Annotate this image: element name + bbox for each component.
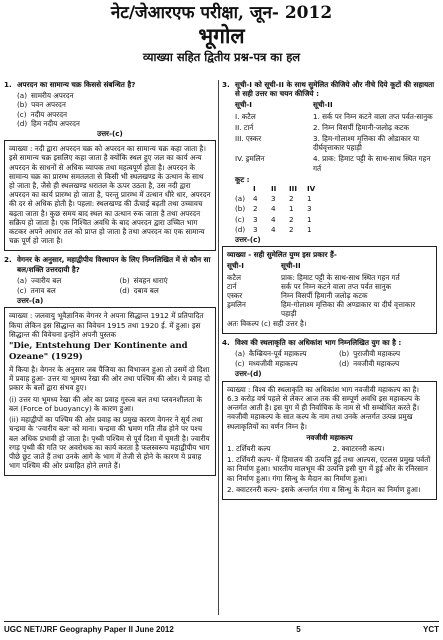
- code-cell: 2: [289, 224, 294, 234]
- codes-heading: [235, 184, 253, 193]
- list-cell: 1. सर्क पर निम्न कटने वाला तप्त पर्वत-सानुक: [313, 111, 433, 121]
- option: [235, 349, 333, 358]
- explanation-point: (i) उत्तर या भूमध्य रेखा की ओर का प्रवाह गुरुत्व बल तथा प्लवनशीलता के बल (Force of buoyancy) के कारण हुआ।: [9, 394, 202, 413]
- list-cell: कटैल: [227, 272, 242, 282]
- publisher-label: YCT: [423, 625, 439, 634]
- explanation-box: [222, 246, 437, 334]
- list-heading: सूची-II: [313, 100, 333, 110]
- question-4: [222, 338, 437, 347]
- option: [17, 91, 216, 100]
- list-header: [227, 261, 432, 270]
- options-list: [17, 276, 216, 295]
- footer-title: UGC NET/JRF Geography Paper II June 2012: [4, 625, 174, 634]
- list-row: [235, 134, 437, 152]
- option-label: (a): [17, 91, 28, 101]
- code-cell: (a): [235, 194, 246, 204]
- option: [17, 100, 216, 109]
- option: [120, 286, 217, 295]
- question-number: 4.: [222, 337, 230, 347]
- right-column: [222, 80, 437, 504]
- option-label: (a): [17, 275, 28, 285]
- explanation-title: व्याख्या - सही सुमेलित युग्म इस प्रकार हैं-: [227, 250, 337, 260]
- option: [17, 110, 216, 119]
- page-header: [0, 3, 443, 64]
- paper-subtitle: व्याख्या सहित द्वितीय प्रश्न-पत्र का हल: [142, 50, 301, 64]
- list-cell: 4. प्राक: हिमाट पट्टी के साथ-साथ स्थित गहन गर्त: [313, 154, 431, 173]
- code-cell: 3: [253, 214, 258, 224]
- option-text: नवजीवी महाकल्प: [353, 359, 400, 369]
- explanation-box: [4, 307, 216, 476]
- explanation-text: व्याख्या : जलवायु भूवैज्ञानिक वेगनर ने अपना सिद्धान्त 1912 में प्रतिपादित किया लेकिन इस सिद्धान्त का विवेचन 1915 तथा 1920 ई. में हुआ। इस सिद्धान्त की विवेचना इन्होंने अपनी पुस्तक: [9, 311, 204, 339]
- list-row: [227, 273, 432, 282]
- code-cell: 4: [271, 204, 276, 214]
- explanation-box: [222, 381, 437, 500]
- code-cell: 4: [271, 214, 276, 224]
- option-text: मध्यजीवी महाकल्प: [248, 359, 298, 369]
- code-cell: 2: [289, 194, 294, 204]
- list-row: [235, 123, 437, 132]
- option: [17, 276, 114, 285]
- explanation-text: 1. टर्शियरी कल्प- में हिमालय की उत्पत्ति हुई तथा आल्पस, एटलस प्रमुख पर्वतों का निर्माण हुआ। भारतीय मालभूम की उत्पत्ति इसी युग में हुई और के रनिरसान का निर्माण हुआ। गंगा सिन्धु के मैदान का निर्माण हुआ।: [227, 455, 431, 483]
- exam-title: नेट/जेआरएफ परीक्षा, जून- 2012: [110, 3, 333, 23]
- codes-heading: IV: [307, 184, 316, 194]
- code-cell: 1: [307, 194, 312, 204]
- answer: उत्तर-(c): [235, 235, 261, 245]
- explanation-note: अतः विकल्प (c) सही उत्तर है।: [227, 318, 307, 328]
- option-text: ज्वारीय बल: [31, 275, 62, 285]
- list-heading: सूची-I: [235, 100, 252, 110]
- question-1: [4, 80, 216, 89]
- options-list: [17, 91, 216, 128]
- subheading: नवजीवी महाकल्प: [306, 432, 353, 442]
- list-heading: सूची-II: [281, 261, 301, 271]
- explanation-point: (ii) महाद्वीपों का पश्चिम की ओर प्रवाह का प्रमुख कारण वेगनर ने सूर्य तथा चन्द्रमा के 'ज्वारीय बल' को माना। चन्द्रमा की भ्रमण गति तीव्र होने पर पश्च बल अधिक प्रभावी हो जाता है। पृथ्वी पश्चिम से पूर्व दिशा में घूमती है। ज्वारीय रगड़ पृथ्वी की गति पर अवरोधक का कार्य करता है फलस्वरूप महाद्वीपीय भाग पीछे छूट जाते हैं तथा उनके आगे के भाग में तेजी से होने के कारण ये प्रवाह भाग पश्चिम की ओर प्रवाहित होने लगते हैं।: [9, 415, 210, 471]
- list-cell: III. एस्कर: [235, 134, 262, 144]
- code-cell: 4: [271, 224, 276, 234]
- code-cell: 3: [307, 204, 312, 214]
- explanation-text: व्याख्या : विश्व की स्थलाकृति का अधिकांश भाग नवजीवी महाकल्प का है। 6.3 करोड़ वर्ष पहले से लेकर आज तक की सम्पूर्ण अवधि इस महाकल्प के अन्तर्गत आती है। इस युग में ही निर्वाचिक के नाम से भी सम्बोधित करते हैं। नवजीवी महाकल्प के सात कल्प के नाम तथा उनके अन्तर्गत उत्पन्न प्रमुख स्थलाकृतियों का वर्णन निम्न है।: [227, 384, 420, 431]
- option-label: (c): [17, 109, 27, 119]
- codes-heading: I: [253, 184, 256, 194]
- option-label: (b): [339, 349, 350, 359]
- list-row: [227, 291, 432, 300]
- question-text: सूची-I को सूची-II के साथ सुमेलित कीजिये और नीचे दिये कूटों की सहायता से सही उत्तर का चयन कीजिये :: [235, 80, 435, 99]
- codes-table: [235, 184, 437, 234]
- codes-heading: III: [289, 184, 298, 194]
- list-cell: I. कटैल: [235, 111, 256, 121]
- option-text: तनाव बल: [30, 286, 56, 296]
- era-list: [227, 444, 432, 453]
- options-list: [235, 349, 437, 368]
- option-label: (c): [235, 359, 245, 369]
- list-cell: प्राक: हिमाट पट्टी के साथ-साथ स्थित गहन गर्त: [281, 272, 400, 282]
- era-item: 1. टर्शियरी कल्प: [227, 443, 271, 453]
- option-label: (c): [17, 286, 27, 296]
- column-divider: [218, 80, 219, 615]
- code-cell: 2: [253, 204, 258, 214]
- question-2: [4, 255, 216, 273]
- list-row: [235, 112, 437, 121]
- explanation-text: में किया है। वेगनर के अनुसार जब पैंजिया का विभाजन हुआ तो उसमें दो दिशा में प्रवाह हुआ- उत्तर या भूमध्य रेखा की ओर तथा पश्चिम की ओर। ये प्रवाह दो प्रकार के बलों द्वारा संभव हुए।: [9, 365, 210, 393]
- option-text: हिम नदीय अपरदन: [31, 118, 80, 128]
- option: [339, 349, 437, 358]
- era-item: 2. क्वाटरनरी कल्प।: [332, 443, 385, 453]
- option-label: (d): [339, 359, 350, 369]
- left-column: [4, 80, 216, 480]
- list-cell: II. टार्न: [235, 122, 254, 132]
- explanation-text: व्याख्या : नदी द्वारा अपरदन चक्र को अपरदन का सामान्य चक्र कहा जाता है। इसे सामान्य चक्र इसलिए कहा जाता है क्योंकि स्थल हुए जल का कार्य अन्य अपरदन के साधनों से अधिक व्यापक तथा महत्वपूर्ण होता है। अपरदन के सामान्य चक्र का प्रारम्भ समतलता से किसी भी स्थलखण्ड के उत्थान के साथ हो जाता है, जैसे ही स्थलखण्ड धरातल के ऊपर उठता है, उस नदी द्वारा अपरदन का कार्य प्रारम्भ हो जाता है, परन्तु प्रारम्भ में उत्थान धीरे धार, अपरदन की दर से अधिक होती है। पहला: स्थलखण्ड की ऊँचाई बढ़ती तथा उच्चावच बढ़ता जाता है। कुछ समय बाद स्थल का उत्थान रुक जाता है तथा अपरदन सक्रिय हो जाता है। एक निश्चित अवधि के बाद अपरदन द्वारा उच्चित भाग कटकर अपने आधार तल को प्राप्त हो जाता है तथा अपरदन का एक सामान्य चक्र पूर्ण हो जाता है।: [9, 144, 211, 246]
- code-cell: 1: [307, 224, 312, 234]
- option-text: संवहन धाराएं: [133, 275, 168, 285]
- list-cell: एस्कर: [227, 291, 243, 301]
- code-cell: 1: [307, 214, 312, 224]
- answer: उत्तर-(d): [235, 369, 262, 379]
- option-label: (b): [17, 100, 28, 110]
- code-cell: 1: [289, 204, 294, 214]
- list-cell: 3. हिम-गोलाश्म मृत्तिका की ओडाकार या दीर्घवृत्ताकार पहाड़ी: [313, 134, 420, 153]
- question-3: [222, 80, 437, 98]
- book-title: "Die, Entstehung Der Kontinente and Ozeane" (1929): [9, 341, 188, 363]
- question-text: अपरदन का सामान्य चक्र किससे संबन्धित है?: [17, 80, 136, 89]
- list-cell: ड्रमलिन: [227, 300, 246, 310]
- question-number: 2.: [4, 255, 12, 265]
- page-footer: [4, 621, 439, 634]
- match-list: [235, 100, 437, 234]
- code-cell: (d): [235, 224, 246, 234]
- code-cell: 3: [253, 224, 258, 234]
- codes-heading: II: [271, 184, 277, 194]
- code-cell: (c): [235, 214, 245, 224]
- list-header: [235, 100, 437, 109]
- list-cell: हिम-गोलाश्म मृत्तिका की अण्डाकार या दीर्घ वृत्ताकार पहाड़ी: [281, 300, 416, 319]
- option-label: (a): [235, 349, 246, 359]
- list-cell: निम्न विसर्पी हिमानी जलोढ़ कटक: [281, 291, 368, 301]
- option: [17, 286, 114, 295]
- explanation-text: 2. क्वाटरनरी कल्प- इसके अन्तर्गत गंगा व सिन्धु के मैदान का निर्माण हुआ।: [227, 484, 421, 494]
- list-row: [235, 154, 437, 172]
- option-label: (b): [119, 275, 130, 285]
- option-label: (d): [17, 118, 28, 128]
- answer: उत्तर-(c): [97, 129, 123, 139]
- list-cell: 2. निम्न विसर्पी हिमानी-जलोढ़ कटक: [313, 122, 409, 132]
- option: [235, 359, 333, 368]
- code-label: कूट :: [235, 174, 250, 184]
- option: [17, 119, 216, 128]
- option-text: पुराजीवी महाकल्प: [353, 349, 401, 359]
- option-text: सामरीय अपरदन: [31, 91, 74, 101]
- list-heading: सूची-I: [227, 261, 244, 271]
- code-cell: 2: [289, 214, 294, 224]
- question-number: 1.: [4, 80, 12, 89]
- code-cell: 4: [253, 194, 258, 204]
- question-number: 3.: [222, 80, 230, 89]
- explanation-box: [4, 140, 216, 251]
- code-cell: 3: [271, 194, 276, 204]
- option: [339, 359, 437, 368]
- list-cell: सर्क पर निम्न कटने वाला तप्त पर्वत सानुक: [281, 281, 392, 291]
- subject-title: भूगोल: [198, 23, 245, 48]
- option-text: दबाव बल: [133, 286, 159, 296]
- option-text: पवन अपरदन: [31, 100, 66, 110]
- answer: उत्तर-(a): [17, 296, 44, 306]
- question-text: विश्व की स्थलाकृति का अधिकांश भाग निम्नलिखित युग का है :: [235, 337, 402, 347]
- list-cell: IV. ड्रमलिन: [235, 154, 265, 164]
- page-number: 5: [296, 625, 301, 634]
- list-cell: टार्न: [227, 281, 237, 291]
- option-label: (d): [119, 286, 130, 296]
- list-row: [227, 282, 432, 291]
- code-cell: (b): [235, 204, 246, 214]
- question-text: वेगनर के अनुसार, महाद्वीपीय विस्थापन के लिए निम्नलिखित में से कौन सा बल/शक्ति उत्तरदायी है?: [17, 255, 211, 274]
- option-text: कैम्ब्रियन-पूर्व महाकल्प: [249, 349, 307, 359]
- option: [120, 276, 217, 285]
- list-row: [227, 300, 432, 318]
- option-text: नदीय अपरदन: [30, 109, 68, 119]
